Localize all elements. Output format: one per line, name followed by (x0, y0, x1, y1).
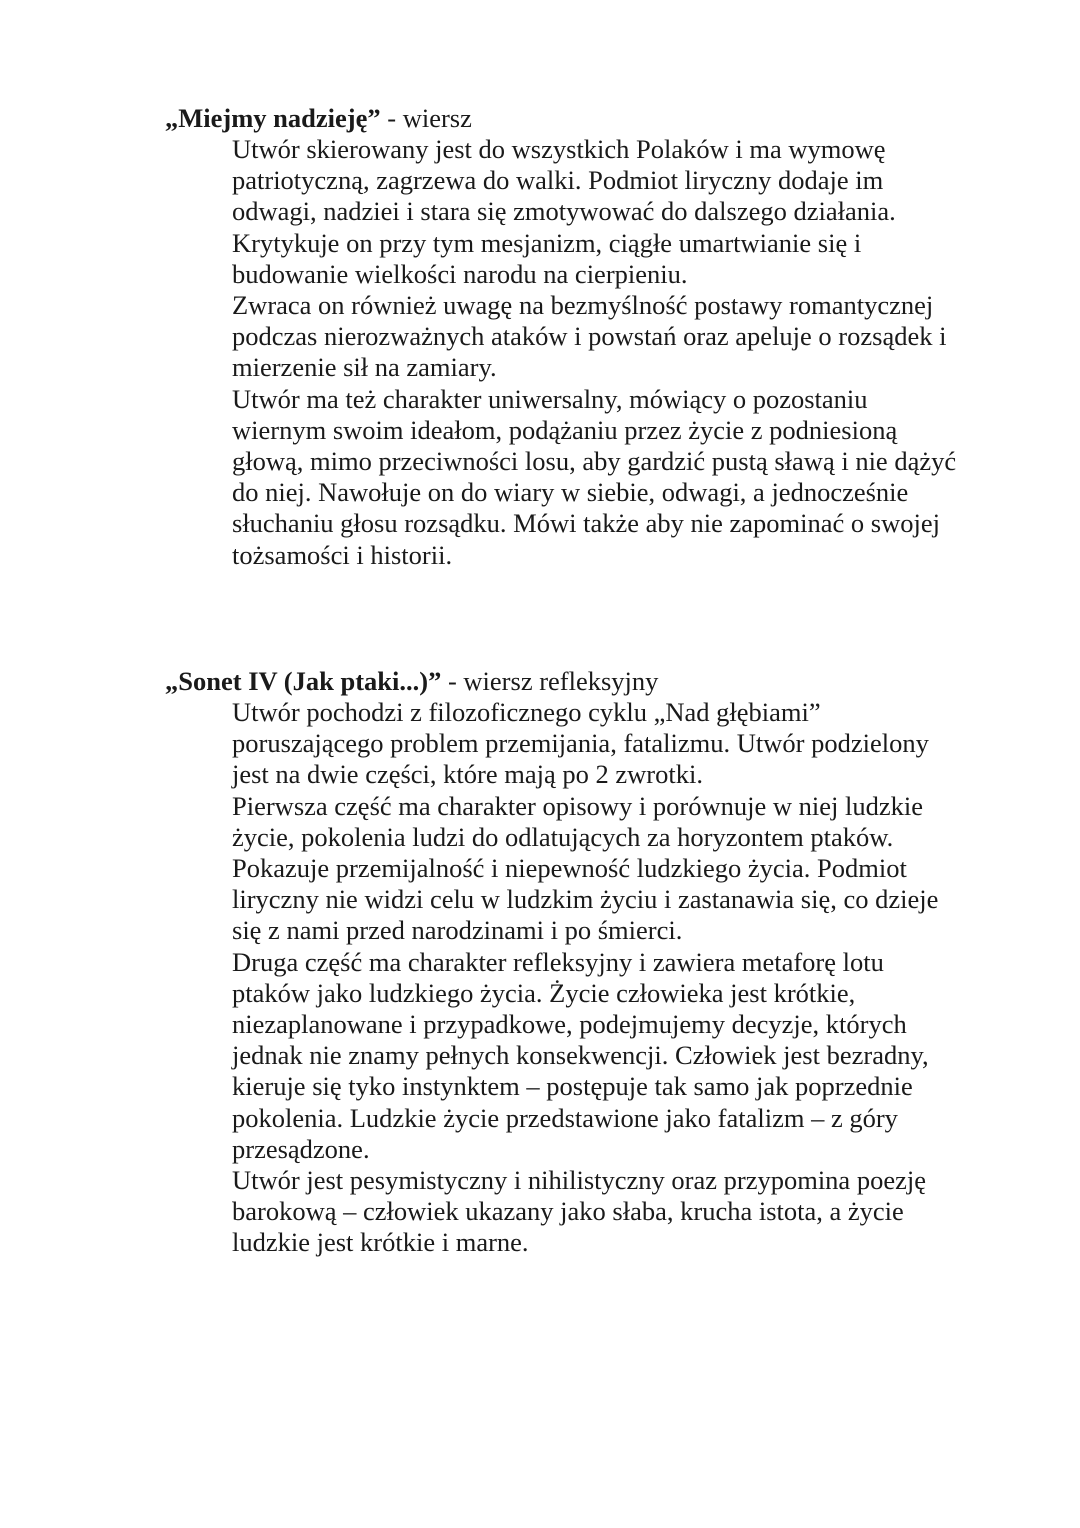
poem-genre: - wiersz refleksyjny (441, 666, 659, 696)
text-line: Krytykuje on przy tym mesjanizm, ciągłe umartwianie się i (232, 227, 862, 258)
text-line: Utwór pochodzi z filozoficznego cyklu „Nad głębiami” (232, 697, 821, 727)
section-heading (165, 103, 1015, 134)
section-miejmy-nadzieje (165, 103, 1015, 571)
section-body (232, 134, 1015, 571)
section-heading (165, 666, 1015, 697)
text-line: ludzkie jest krótkie i marne. (232, 1227, 529, 1258)
text-line: jest na dwie części, które mają po 2 zwrotki. (232, 759, 703, 790)
text-line: Pierwsza część ma charakter opisowy i porównuje w niej ludzkie (232, 790, 923, 821)
text-line: liryczny nie widzi celu w ludzkim życiu i zastanawia się, co dzieje (232, 884, 939, 915)
text-line: Druga część ma charakter refleksyjny i zawiera metaforę lotu (232, 946, 884, 977)
poem-genre: - wiersz (380, 103, 472, 133)
section-body (232, 697, 1015, 1259)
text-line: patriotyczną, zagrzewa do walki. Podmiot liryczny dodaje im (232, 165, 884, 196)
text-line: głową, mimo przeciwności losu, aby gardzić pustą sławą i nie dążyć (232, 446, 957, 477)
text-line: pokolenia. Ludzkie życie przedstawione jako fatalizm – z góry (232, 1102, 898, 1133)
text-line: Utwór ma też charakter uniwersalny, mówiący o pozostaniu (232, 383, 868, 414)
text-line: budowanie wielkości narodu na cierpieniu. (232, 258, 688, 289)
text-line: wiernym swoim ideałom, podążaniu przez życie z podniesioną (232, 414, 898, 445)
text-line: jednak nie znamy pełnych konsekwencji. Człowiek jest bezradny, (232, 1040, 929, 1071)
text-line: kieruje się tyko instynktem – postępuje tak samo jak poprzednie (232, 1071, 913, 1102)
text-line: barokową – człowiek ukazany jako słaba, krucha istota, a życie (232, 1196, 904, 1227)
poem-title: „Sonet IV (Jak ptaki...)” (165, 666, 442, 696)
text-line: się z nami przed narodzinami i po śmierci. (232, 915, 683, 946)
text-line: przesądzone. (232, 1133, 370, 1164)
text-line: życie, pokolenia ludzi do odlatujących za horyzontem ptaków. (232, 821, 894, 852)
text-line: Utwór jest pesymistyczny i nihilistyczny oraz przypomina poezję (232, 1165, 926, 1196)
text-line: odwagi, nadziei i stara się zmotywować do dalszego działania. (232, 196, 896, 227)
poem-title: „Miejmy nadzieję” (165, 103, 381, 133)
text-line: Zwraca on również uwagę na bezmyślność postawy romantycznej (232, 290, 934, 321)
text-line: podczas nierozważnych ataków i powstań oraz apeluje o rozsądek i (232, 321, 947, 352)
text-line: niezaplanowane i przypadkowe, podejmujemy decyzje, których (232, 1009, 907, 1040)
text-line: tożsamości i historii. (232, 539, 453, 570)
text-line: Utwór skierowany jest do wszystkich Polaków i ma wymowę (232, 134, 886, 164)
text-line: mierzenie sił na zamiary. (232, 352, 497, 383)
text-line: słuchaniu głosu rozsądku. Mówi także aby nie zapominać o swojej (232, 508, 940, 539)
section-sonet-iv (165, 666, 1015, 1259)
text-line: Pokazuje przemijalność i niepewność ludzkiego życia. Podmiot (232, 853, 907, 884)
text-line: poruszającego problem przemijania, fatalizmu. Utwór podzielony (232, 728, 929, 759)
text-line: ptaków jako ludzkiego życia. Życie człowieka jest krótkie, (232, 977, 856, 1008)
text-line: do niej. Nawołuje on do wiary w siebie, odwagi, a jednocześnie (232, 477, 909, 508)
